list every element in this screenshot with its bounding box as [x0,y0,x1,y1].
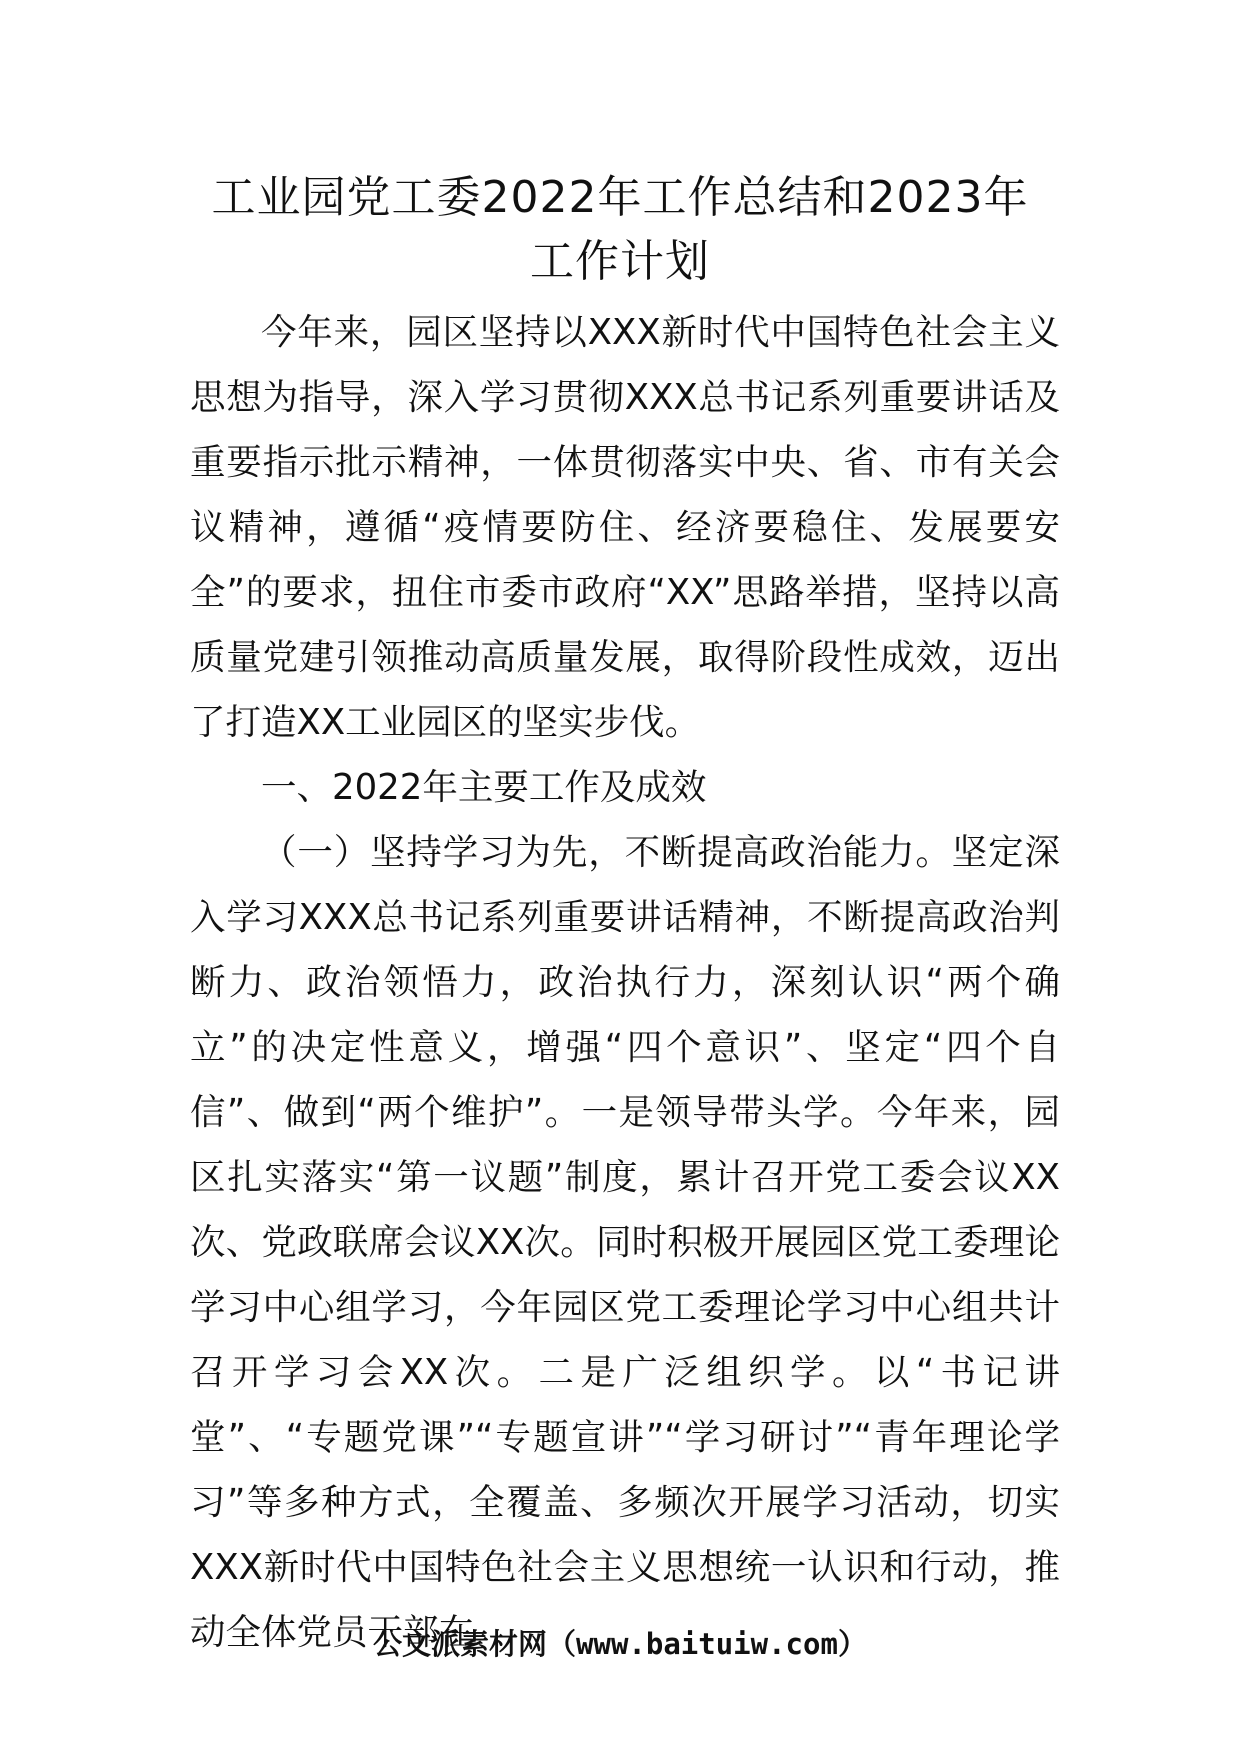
document-title-line2: 工作计划 [530,236,710,287]
intro-paragraph: 今年来，园区坚持以XXX新时代中国特色社会主义思想为指导，深入学习贯彻XXX总书记系列重要讲话及重要指示批示精神，一体贯彻落实中央、省、市有关会议精神，遵循“疫情要防住、经济要稳住、发展要安全”的要求，扭住市委市政府“XX”思路举措，坚持以高质量党建引领推动高质量发展，取得阶段性成效，迈出了打造XX工业园区的坚实步伐。 [190,312,1060,743]
footer-watermark: 公文派素材网（www.baituiw.com） [373,1627,867,1661]
section-paragraph: （一）坚持学习为先，不断提高政治能力。坚定深入学习XXX总书记系列重要讲话精神，不断提高政治判断力、政治领悟力，政治执行力，深刻认识“两个确立”的决定性意义，增强“四个意识”、坚定“四个自信”、做到“两个维护”。一是领导带头学。今年来，园区扎实落实“第一议题”制度，累计召开党工委会议XX次、党政联席会议XX次。同时积极开展园区党工委理论学习中心组学习，今年园区党工委理论学习中心组共计召开学习会XX次。二是广泛组织学。以“书记讲堂”、“专题党课”“专题宣讲”“学习研讨”“青年理论学习”等多种方式，全覆盖、多频次开展学习活动，切实XXX新时代中国特色社会主义思想统一认识和行动，推动全体党员干部在 [190,832,1060,1653]
document-body [190,300,1060,1665]
section-heading: 一、2022年主要工作及成效 [261,767,707,808]
document-title-line1: 工业园党工委2022年工作总结和2023年 [211,172,1029,223]
